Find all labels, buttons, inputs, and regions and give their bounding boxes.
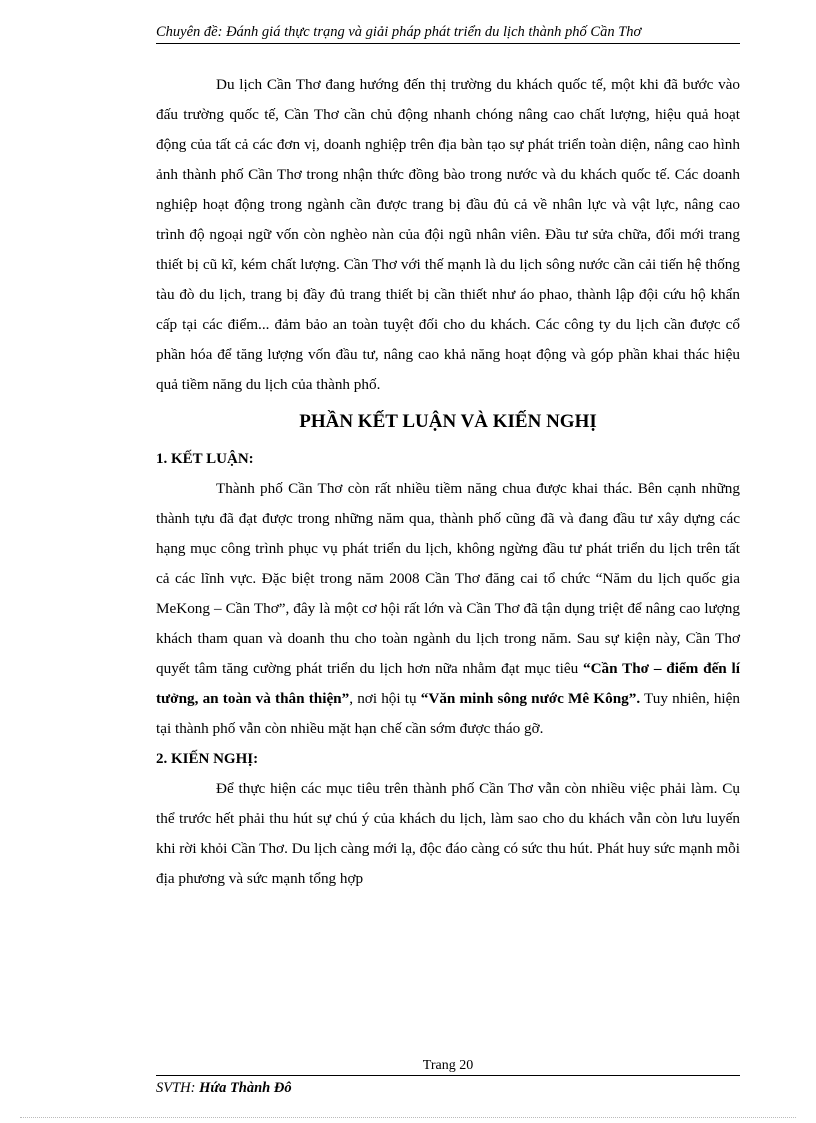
conclusion-slogan-1: “Cần Thơ – điểm đến lí tưởng, an toàn và thân thiện” (156, 660, 740, 707)
recommendation-heading: 2. KIẾN NGHỊ: (156, 751, 259, 767)
footer-divider (156, 1075, 740, 1076)
intro-paragraph: Du lịch Cần Thơ đang hướng đến thị trường du khách quốc tế, một khi đã bước vào đấu trường quốc tế, Cần Thơ cần chủ động nhanh chóng nâng cao chất lượng, hiệu quả hoạt động của tất cả các đơn vị, doanh nghiệp trên địa bàn tạo sự phát triển toàn diện, nâng cao hình ảnh thành phố Cần Thơ trong nhận thức đồng bào trong nước và du khách quốc tế. Các doanh nghiệp hoạt động trong ngành cần được trang bị đầu đủ cả về nhân lực và vật lực, nâng cao trình độ ngoại ngữ vốn còn nghèo nàn của đội ngũ nhân viên. Đầu tư sửa chữa, đổi mới trang thiết bị cũ kĩ, kém chất lượng. Cần Thơ với thế mạnh là du lịch sông nước cần cải tiến hệ thống tàu đò du lịch, trang bị đầy đủ trang thiết bị cần thiết như áo phao, thành lập đội cứu hộ khẩn cấp tại các điểm... đảm bảo an toàn tuyệt đối cho du khách. Các công ty du lịch cần được cổ phần hóa để tăng lượng vốn đầu tư, nâng cao khả năng hoạt động và góp phần khai thác hiệu quả tiềm năng du lịch của thành phố. (156, 76, 740, 393)
page-header (156, 24, 740, 44)
author-label: SVTH: (156, 1080, 196, 1096)
conclusion-paragraph (156, 474, 740, 744)
part-title: PHẦN KẾT LUẬN VÀ KIẾN NGHỊ (299, 411, 597, 432)
header-title: Đánh giá thực trạng và giải pháp phát triển du lịch thành phố Cần Thơ (226, 24, 642, 40)
header-label: Chuyên đề: (156, 24, 223, 40)
footer-author (156, 1080, 292, 1097)
recommendation-paragraph: Để thực hiện các mục tiêu trên thành phố Cần Thơ vẫn còn nhiều việc phải làm. Cụ thể trước hết phải thu hút sự chú ý của khách du lịch, làm sao cho du khách vẫn còn lưu luyến khi rời khỏi Cần Thơ. Du lịch càng mới lạ, độc đáo càng có sức thu hút. Phát huy sức mạnh mỗi địa phương và sức mạnh tổng hợp (156, 780, 740, 887)
conclusion-heading: 1. KẾT LUẬN: (156, 451, 254, 467)
conclusion-slogan-2: “Văn minh sông nước Mê Kông”. (420, 690, 641, 707)
page-number: Trang 20 (422, 1058, 474, 1073)
author-name: Hứa Thành Đô (199, 1080, 292, 1096)
page-break-line (20, 1117, 796, 1118)
conclusion-text-3: Tuy nhiên, hiện tại thành phố vẫn còn nhiều mặt hạn chế cần sớm được tháo gỡ. (156, 690, 740, 737)
document-body (156, 70, 740, 894)
conclusion-text-1: Thành phố Cần Thơ còn rất nhiều tiềm năng chua được khai thác. Bên cạnh những thành tựu đã đạt được trong những năm qua, thành phố cũng đã và đang đầu tư xây dựng các hạng mục công trình phục vụ phát triển du lịch, không ngừng đầu tư phát triển du lịch trên tất cả các lĩnh vực. Đặc biệt trong năm 2008 Cần Thơ đăng cai tổ chức “Năm du lịch quốc gia MeKong – Cần Thơ”, đây là một cơ hội rất lớn và Cần Thơ đã tận dụng triệt để nâng cao lượng khách tham quan và doanh thu cho toàn ngành du lịch trong năm. Sau sự kiện này, Cần Thơ quyết tâm tăng cường phát triển du lịch hơn nữa nhằm đạt mục tiêu (156, 480, 740, 677)
conclusion-text-2: , nơi hội tụ (349, 690, 421, 707)
